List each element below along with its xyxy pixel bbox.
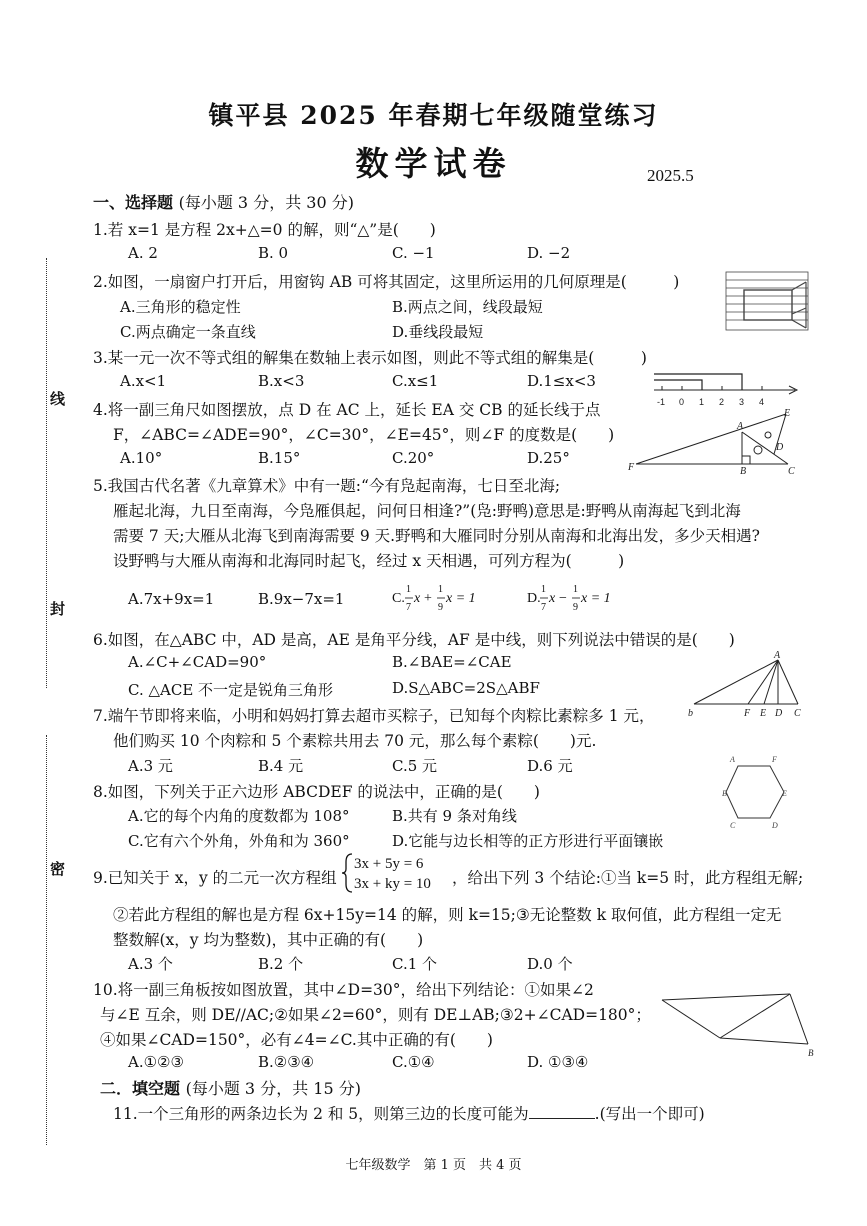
number-line-tick-label: 2	[719, 397, 725, 407]
svg-text:x = 1: x = 1	[581, 591, 611, 606]
q4-option-c: C.20°	[392, 449, 435, 467]
svg-text:−: −	[559, 591, 567, 606]
q7-line-2: 他们购买 10 个肉粽和 5 个素粽共用去 70 元，那么每个素粽( )元.	[113, 732, 597, 750]
binding-char-feng: 封	[50, 600, 66, 618]
label-a: A	[730, 755, 735, 764]
q9-option-d: D.0 个	[527, 955, 573, 973]
q1-option-d: D. −2	[527, 244, 571, 262]
section-1-note: (每小题 3 分，共 30 分)	[178, 193, 354, 212]
q11-text-before: 11.一个三角形的两条边长为 2 和 5，则第三边的长度可能为	[113, 1105, 529, 1123]
binding-char-mi: 密	[50, 860, 66, 878]
q10-option-b: B.②③④	[258, 1053, 315, 1071]
q6-stem: 6.如图，在△ABC 中，AD 是高，AE 是角平分线，AF 是中线，则下列说法中错误的是( )	[93, 631, 735, 649]
q5-option-a: A.7x+9x=1	[128, 590, 215, 608]
q7-option-c: C.5 元	[392, 757, 438, 775]
q5-option-c	[392, 580, 517, 616]
q4-line-2: F，∠ABC=∠ADE=90°，∠C=30°，∠E=45°，则∠F 的度数是( )	[113, 426, 615, 444]
binding-dotted-line-bottom	[46, 735, 47, 1145]
label-b: B	[722, 789, 727, 798]
label-c: C	[730, 821, 736, 830]
label-e: E	[782, 789, 787, 798]
q2-option-d: D.垂线段最短	[392, 323, 484, 341]
q2-option-b: B.两点之间，线段最短	[392, 298, 543, 316]
svg-text:7: 7	[541, 602, 546, 613]
q1-stem: 1.若 x=1 是方程 2x+△=0 的解，则“△”是( )	[93, 221, 436, 239]
q3-stem: 3.某一元一次不等式组的解集在数轴上表示如图，则此不等式组的解集是( )	[93, 349, 647, 367]
q1-option-a: A. 2	[128, 244, 158, 262]
section-1-label: 一、选择题	[93, 193, 174, 212]
label-d: D	[772, 821, 778, 830]
q11-answer-blank[interactable]	[529, 1104, 595, 1119]
q1-option-b: B. 0	[258, 244, 289, 262]
label-b: b	[688, 708, 693, 719]
q3-option-d: D.1≤x<3	[527, 372, 596, 390]
svg-text:C.: C.	[392, 591, 405, 606]
label-f: F	[744, 708, 751, 719]
section-1-heading	[93, 190, 354, 213]
number-line-tick-label: -1	[657, 397, 666, 407]
svg-text:7: 7	[406, 602, 411, 613]
svg-text:1: 1	[573, 584, 578, 595]
q6-option-b: B.∠BAE=∠CAE	[392, 653, 512, 671]
q4-option-d: D.25°	[527, 449, 570, 467]
q8-option-b: B.共有 9 条对角线	[392, 807, 517, 825]
number-line-tick-label: 0	[679, 397, 685, 407]
q2-option-a: A.三角形的稳定性	[120, 298, 241, 316]
label-c: C	[794, 708, 801, 719]
q10-option-c: C.①④	[392, 1053, 435, 1071]
number-line-figure	[652, 368, 802, 412]
label-a: A	[774, 650, 781, 661]
label-f: F	[628, 462, 635, 473]
q3-option-c: C.x≤1	[392, 372, 439, 390]
triangle-abc-figure	[686, 650, 806, 720]
q11-text-after: .(写出一个即可)	[594, 1105, 705, 1123]
q7-option-a: A.3 元	[128, 757, 173, 775]
svg-text:D.: D.	[527, 591, 541, 606]
label-b: B	[808, 1048, 814, 1058]
q9-equation-2: 3x + ky = 10	[354, 876, 431, 892]
q8-option-a: A.它的每个内角的度数都为 108°	[128, 807, 350, 825]
number-line-tick-label: 1	[699, 397, 705, 407]
q7-option-d: D.6 元	[527, 757, 573, 775]
svg-text:x: x	[414, 591, 421, 606]
svg-text:1: 1	[406, 584, 411, 595]
svg-text:1: 1	[541, 584, 546, 595]
q2-stem: 2.如图，一扇窗户打开后，用窗钩 AB 可将其固定，这里所运用的几何原理是( )	[93, 273, 680, 291]
label-f: F	[772, 755, 777, 764]
number-line-tick-label: 4	[759, 397, 765, 407]
svg-text:x = 1: x = 1	[446, 591, 476, 606]
svg-text:+: +	[424, 591, 432, 606]
q6-option-c: C. △ACE 不一定是锐角三角形	[128, 681, 334, 699]
q9-option-b: B.2 个	[258, 955, 304, 973]
q8-option-d: D.它能与边长相等的正方形进行平面镶嵌	[392, 832, 664, 850]
section-2-note: (每小题 3 分，共 15 分)	[185, 1079, 361, 1098]
q9-line-1a: 9.已知关于 x，y 的二元一次方程组	[93, 869, 337, 887]
q5-line-1: 5.我国古代名著《九章算术》中有一题:“今有凫起南海，七日至北海;	[93, 477, 561, 495]
q5-line-2: 雁起北海，九日至南海，今凫雁俱起，问何日相逢?”(凫:野鸭)意思是:野鸭从南海起飞到北海	[113, 502, 741, 520]
q10-line-3: ④如果∠CAD=150°，必有∠4=∠C.其中正确的有( )	[100, 1031, 493, 1049]
label-a: A	[737, 421, 744, 432]
q7-line-1: 7.端午节即将来临，小明和妈妈打算去超市买粽子，已知每个肉粽比素粽多 1 元，	[93, 707, 655, 725]
page-footer: 七年级数学 第 1 页 共 4 页	[345, 1158, 522, 1173]
q9-option-c: C.1 个	[392, 955, 438, 973]
q5-option-d	[527, 580, 652, 616]
exam-title: 镇平县 2025 年春期七年级随堂练习	[208, 101, 659, 130]
set-squares-figure	[658, 990, 824, 1060]
q6-option-a: A.∠C+∠CAD=90°	[128, 653, 267, 671]
q2-option-c: C.两点确定一条直线	[120, 323, 256, 341]
q9-line-3: 整数解(x，y 均为整数)，其中正确的有( )	[113, 931, 424, 949]
q4-option-a: A.10°	[120, 449, 163, 467]
label-e: E	[760, 708, 767, 719]
q5-line-3: 需要 7 天;大雁从北海飞到南海需要 9 天.野鸭和大雁同时分别从南海和北海出发，多少天相遇?	[113, 527, 760, 545]
label-b: B	[740, 466, 747, 477]
q1-option-c: C. −1	[392, 244, 435, 262]
q9-equation-1: 3x + 5y = 6	[354, 856, 424, 872]
exam-date: 2025.5	[647, 166, 694, 185]
svg-text:9: 9	[573, 602, 578, 613]
q10-option-a: A.①②③	[128, 1053, 184, 1071]
q10-line-2: 与∠E 互余，则 DE//AC;②如果∠2=60°，则有 DE⊥AB;③2+∠CAD=180°；	[100, 1006, 651, 1024]
label-d: D	[776, 442, 784, 453]
q3-option-b: B.x<3	[258, 372, 305, 390]
q8-option-c: C.它有六个外角，外角和为 360°	[128, 832, 350, 850]
q4-option-b: B.15°	[258, 449, 301, 467]
label-c: C	[788, 466, 795, 477]
q5-option-b: B.9x−7x=1	[258, 590, 345, 608]
section-2-label: 二．填空题	[100, 1079, 181, 1098]
exam-subtitle: 数学试卷	[355, 144, 512, 183]
q9-line-2: ②若此方程组的解也是方程 6x+15y=14 的解，则 k=15;③无论整数 k 取何值，此方程组一定无	[113, 906, 782, 924]
q11-line	[113, 1102, 705, 1124]
label-e: E	[784, 408, 791, 419]
q10-line-1: 10.将一副三角板按如图放置，其中∠D=30°，给出下列结论：①如果∠2	[93, 981, 594, 999]
hexagon-figure	[722, 752, 788, 828]
svg-text:1: 1	[438, 584, 443, 595]
q10-option-d: D. ①③④	[527, 1053, 589, 1071]
q5-line-4: 设野鸭与大雁从南海和北海同时起飞，经过 x 天相遇，可列方程为( )	[113, 552, 625, 570]
section-2-heading	[100, 1076, 361, 1099]
q8-stem: 8.如图，下列关于正六边形 ABCDEF 的说法中，正确的是( )	[93, 783, 540, 801]
binding-char-xian: 线	[50, 390, 66, 408]
window-figure	[722, 268, 814, 336]
q9-option-a: A.3 个	[128, 955, 173, 973]
number-line-tick-label: 3	[739, 397, 745, 407]
q4-line-1: 4.将一副三角尺如图摆放，点 D 在 AC 上，延长 EA 交 CB 的延长线于点	[93, 401, 601, 419]
binding-dotted-line-top	[46, 258, 47, 688]
svg-text:x: x	[549, 591, 556, 606]
q9-line-1b: ，给出下列 3 个结论:①当 k=5 时，此方程组无解;	[452, 869, 804, 887]
q9-equation-system	[342, 852, 452, 894]
q7-option-b: B.4 元	[258, 757, 304, 775]
svg-text:9: 9	[438, 602, 443, 613]
label-d: D	[775, 708, 783, 719]
triangle-rulers-figure	[628, 410, 808, 476]
q6-option-d: D.S△ABC=2S△ABF	[392, 679, 540, 697]
q3-option-a: A.x<1	[120, 372, 167, 390]
